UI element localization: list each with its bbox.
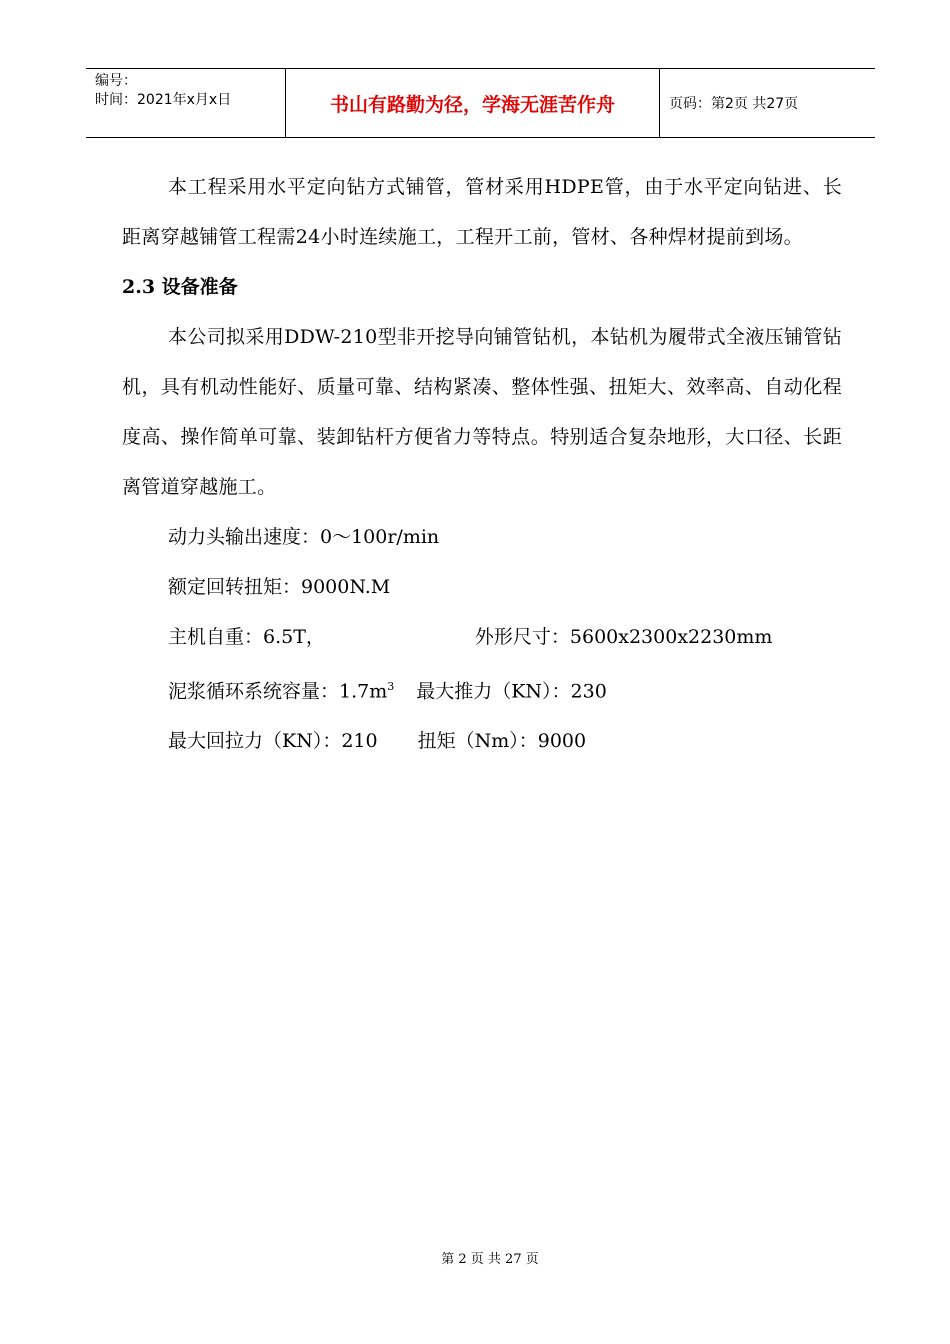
spec-mud-superscript: 3 [387, 680, 395, 693]
header-page-number: 页码：第2页 共27页 [669, 96, 799, 112]
header-motto: 书山有路勤为径，学海无涯苦作舟 [286, 69, 660, 137]
intro-paragraph: 本工程采用水平定向钻方式铺管，管材采用HDPE管，由于水平定向钻进、长距离穿越铺管工程需24小时连续施工，工程开工前，管材、各种焊材提前到场。 [122, 176, 842, 248]
spec-line-pullback-torque [122, 716, 842, 766]
header-meta [86, 69, 286, 137]
header-time: 时间：2021年x月x日 [95, 92, 232, 108]
document-body [122, 162, 842, 766]
spec-dimensions: 外形尺寸：5600x2300x2230mm [474, 626, 773, 648]
equipment-paragraph: 本公司拟采用DDW-210型非开挖导向铺管钻机，本钻机为履带式全液压铺管钻机，具有机动性能好、质量可靠、结构紧凑、整体性强、扭矩大、效率高、自动化程度高、操作简单可靠、装卸钻杆方便省力等特点。特别适合复杂地形，大口径、长距离管道穿越施工。 [122, 326, 842, 498]
spec-line-speed: 动力头输出速度：0～100r/min [168, 526, 440, 548]
page-footer: 第 2 页 共 27 页 [441, 1252, 539, 1267]
spec-weight: 主机自重：6.5T， [168, 626, 325, 648]
spec-line-torque: 额定回转扭矩：9000N.M [168, 576, 391, 598]
spec-line-weight-size [122, 612, 842, 662]
spec-mud-capacity: 泥浆循环系统容量：1.7m [168, 680, 388, 703]
spec-line-mud-thrust [122, 662, 842, 716]
spec-max-thrust: 最大推力（KN）：230 [416, 680, 607, 703]
spec-max-pullback: 最大回拉力（KN）：210 [168, 730, 378, 753]
section-heading: 2.3 设备准备 [122, 276, 238, 298]
spec-torque-nm: 扭矩（Nm）：9000 [417, 730, 587, 753]
document-header [86, 68, 875, 138]
header-number: 编号： [95, 73, 137, 89]
